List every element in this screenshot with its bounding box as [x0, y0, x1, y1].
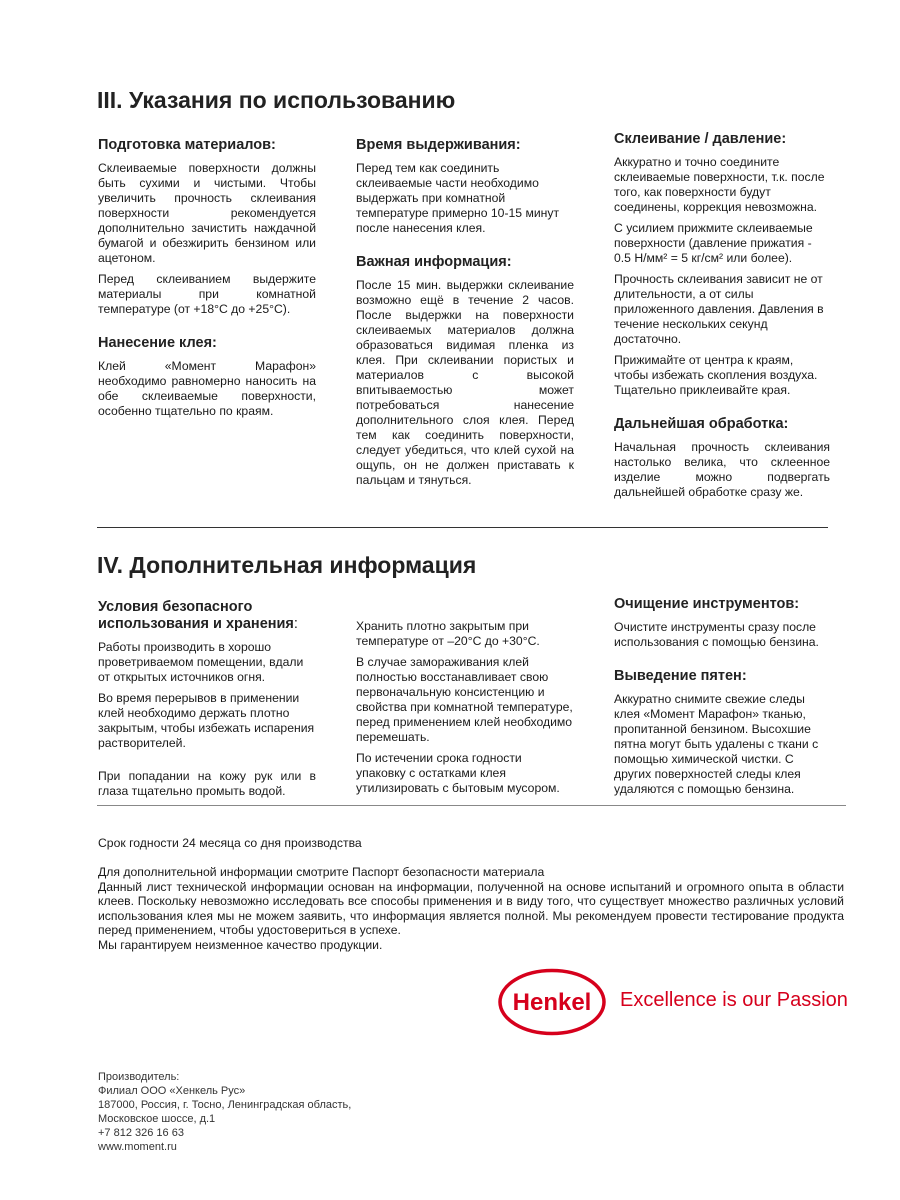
section-3-column-1	[98, 137, 316, 425]
section-divider	[97, 527, 828, 528]
pressure-heading: Склеивание / давление:	[614, 131, 787, 147]
section-3-title: III. Указания по использованию	[97, 87, 456, 113]
prep-text-2: Перед склеиванием выдержите материалы при комнатной температуре (от +18°С до +25°С).	[98, 272, 316, 316]
safety-text-1: Работы производить в хорошо проветриваемом помещении, вдали от открытых источников огня.	[98, 640, 304, 684]
prep-heading: Подготовка материалов:	[98, 137, 276, 153]
processing-text: Начальная прочность склеивания настолько велика, что склеенное изделие можно подвергать дальнейшей обработке сразу же.	[614, 440, 830, 499]
henkel-logo	[497, 968, 607, 1036]
manufacturer-phone: +7 812 326 16 63	[98, 1127, 184, 1139]
section-4-column-2	[356, 619, 574, 802]
apply-text: Клей «Момент Марафон» необходимо равномерно наносить на обе склеиваемые поверхности, особенно тщательно по краям.	[98, 359, 316, 418]
manufacturer-block	[98, 1070, 351, 1154]
hold-time-text: Перед тем как соединить склеиваемые части необходимо выдержать при комнатной температуре примерно 10-15 минут после нанесения клея.	[356, 161, 560, 235]
section-4-column-1	[98, 599, 316, 805]
processing-heading: Дальнейшая обработка:	[614, 416, 789, 432]
manufacturer-label: Производитель:	[98, 1071, 180, 1083]
apply-heading: Нанесение клея:	[98, 335, 217, 351]
safety-text-2: Во время перерывов в применении клей необходимо держать плотно закрытым, чтобы избежать испарения растворителей.	[98, 691, 315, 750]
disclaimer-block	[98, 865, 844, 952]
pressure-text-4: Прижимайте от центра к краям, чтобы избежать скопления воздуха. Тщательно приклеивайте края.	[614, 353, 818, 397]
prep-text-1: Склеиваемые поверхности должны быть сухими и чистыми. Чтобы увеличить прочность склеивания поверхности рекомендуется дополнительно зачистить наждачной бумагой и обезжирить бензином или ацетоном.	[98, 161, 316, 265]
logo-text: Henkel	[512, 989, 592, 1016]
storage-text-2: В случае замораживания клей полностью восстанавливает свою первоначальную консистенцию и свойства при комнатной температуре, перед применением клей необходимо перемешать.	[356, 655, 573, 744]
important-text: После 15 мин. выдержки склеивание возможно ещё в течение 2 часов. После выдержки на поверхности склеиваемых материалов должна образоваться видимая пленка из клея. При склеивании пористых и материалов с высокой впитываемостью может потребоваться нанесение дополнительного слоя клея. Перед тем как соединить поверхности, следует убедиться, что клей сухой на ощупь, он не должен приставать к пальцам и тянуться.	[356, 278, 574, 487]
footer-divider	[97, 805, 846, 806]
safety-text-3: При попадании на кожу рук или в глаза тщательно промыть водой.	[98, 769, 316, 798]
safety-heading: Условия безопасного использования и хранения:	[98, 599, 298, 632]
more-info-text: Для дополнительной информации смотрите Паспорт безопасности материала	[98, 865, 545, 879]
manufacturer-address-1: 187000, Россия, г. Тосно, Ленинградская область,	[98, 1099, 352, 1111]
section-3-column-3	[614, 131, 830, 506]
shelf-life-block	[98, 836, 844, 851]
pressure-text-2: С усилием прижмите склеиваемые поверхности (давление прижатия - 0.5 Н/мм² = 5 кг/см² или более).	[614, 221, 813, 265]
stains-heading: Выведение пятен:	[614, 668, 747, 684]
shelf-life-text: Срок годности 24 месяца со дня производства	[98, 836, 362, 850]
hold-time-heading: Время выдерживания:	[356, 137, 521, 153]
manufacturer-address-2: Московское шоссе, д.1	[98, 1113, 216, 1125]
guarantee-text: Мы гарантируем неизменное качество продукции.	[98, 937, 383, 952]
cleaning-heading: Очищение инструментов:	[614, 596, 800, 612]
section-3-column-2	[356, 137, 574, 494]
stains-text: Аккуратно снимите свежие следы клея «Момент Марафон» тканью, пропитанной бензином. Высохшие пятна могут быть удалены с ткани с помощью химической чистки. С других поверхностей следы клея удаляются с помощью бензина.	[614, 692, 819, 796]
brand-slogan: Excellence is our Passion	[620, 989, 848, 1011]
pressure-text-1: Аккуратно и точно соедините склеиваемые поверхности, т.к. после того, как поверхности будут соединены, коррекция невозможна.	[614, 155, 825, 214]
pressure-text-3: Прочность склеивания зависит не от длительности, а от силы приложенного давления. Давления в течение нескольких секунд достаточно.	[614, 272, 824, 346]
disclaimer-text: Данный лист технической информации основан на информации, полученной на основе испытаний и огромного опыта в области клеев. Поскольку невозможно исследовать все способы применения и в виду того, что существует множество различных условий использования клея мы не можем заявить, что информация является полной. Мы рекомендуем провести тестирование продукта перед применением, чтобы удостовериться в успехе.	[98, 879, 844, 937]
section-4-column-3	[614, 596, 834, 803]
important-heading: Важная информация:	[356, 254, 512, 270]
storage-text-3: По истечении срока годности упаковку с остатками клея утилизировать с бытовым мусором.	[356, 751, 560, 795]
manufacturer-company: Филиал ООО «Хенкель Рус»	[98, 1085, 246, 1097]
manufacturer-website[interactable]: www.moment.ru	[98, 1141, 177, 1153]
storage-text-1: Хранить плотно закрытым при температуре от –20°С до +30°С.	[356, 619, 540, 648]
cleaning-text: Очистите инструменты сразу после использования с помощью бензина.	[614, 620, 819, 649]
section-4-title: IV. Дополнительная информация	[97, 552, 477, 578]
